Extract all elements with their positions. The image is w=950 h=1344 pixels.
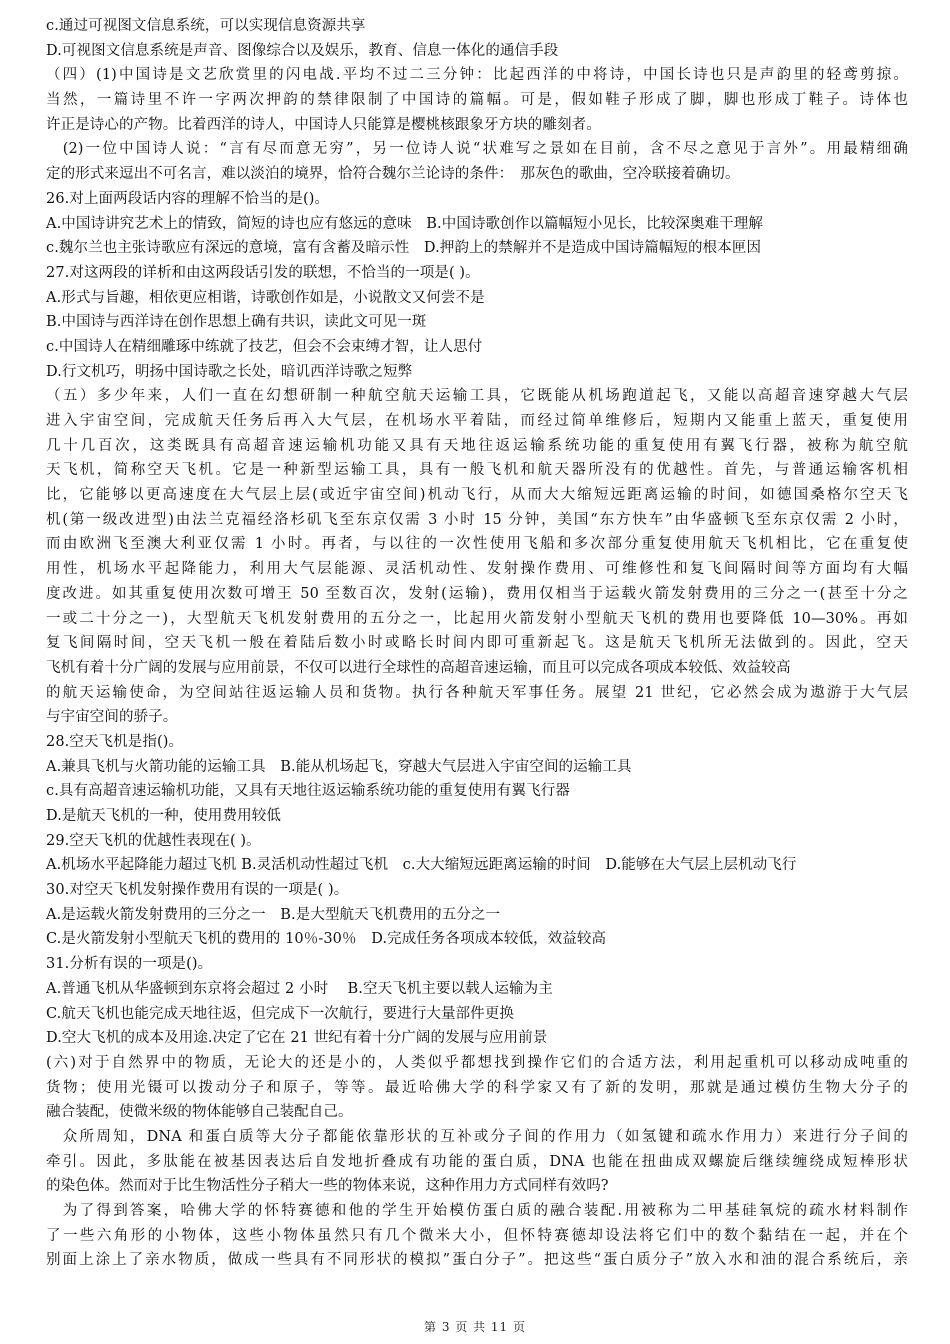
text-line: 用性，机场水平起降能力，利用大气层能源、灵活机动性、发射操作费用、可维修性和复飞间隔时间等方面均有大幅 — [46, 561, 908, 578]
text-line: 度改进。如其重复使用次数可增王 50 至数百次，发射(运输)，费用仅相当于运载火箭发射费用的三分之一(甚至十分之 — [46, 585, 908, 602]
text-line: 许正是诗心的产物。比着西洋的诗人，中国诗人只能算是樱桃核跟象牙方块的雕刻者。 — [46, 116, 601, 133]
text-line: D.空大飞机的成本及用途.决定了它在 21 世纪有着十分广阔的发展与应用前景 — [46, 1030, 548, 1047]
text-line: 天飞机，简称空天飞机。它是一种新型运输工具，具有一般飞机和航天器所没有的优越性。首先，与普通运输客机相 — [46, 462, 908, 479]
text-line: A.形式与旨趣，相依更应相谐，诗歌创作如是，小说散文又何尝不是 — [46, 289, 485, 306]
text-line: （五）多少年来，人们一直在幻想研制一种航空航天运输工具，它既能从机场跑道起飞，又能以高超音速穿越大气层 — [46, 388, 908, 405]
text-line: 为了得到答案，哈佛大学的怀特赛德和他的学生开始模仿蛋白质的融合装配.用被称为二甲基硅氧烷的疏水材料制作 — [46, 1203, 908, 1219]
text-line: A.机场水平起降能力超过飞机 B.灵活机动性超过飞机 c.大大缩短远距离运输的时间 D.能够在大气层上层机动飞行 — [46, 857, 797, 874]
text-line: 众所周知，DNA 和蛋白质等大分子都能依靠形状的互补或分子间的作用力（如氢键和疏水作用力）来进行分子间的 — [46, 1128, 908, 1145]
text-line: 而由欧洲飞至澳大利亚仅需 1 小时。再者，与以往的一次性使用飞船和多次部分重复使用航天飞机相比，它在重复使 — [46, 536, 908, 553]
text-line: 26.对上面两段话内容的理解不恰当的是()。 — [46, 190, 330, 207]
text-line: （四）(1)中国诗是文艺欣赏里的闪电战.平均不过二三分钟：比起西洋的中将诗，中国长诗也只是声韵里的轻鸢剪掠。 — [46, 67, 908, 84]
text-line: B.中国诗与西洋诗在创作思想上确有共识，读此文可见一斑 — [46, 314, 427, 331]
text-line: 与宇宙空间的骄子。 — [46, 709, 178, 726]
text-line: 一或二十分之一)，大型航天飞机发射费用的五分之一，比起用火箭发射小型航天飞机的费用也要降低 10—30%。再如 — [46, 610, 908, 627]
text-line: 了一些六角形的小物体，这些小物体虽然只有几个微米大小，但怀特赛德却设法将它们中的数个黏结在一起，并在个 — [46, 1227, 908, 1244]
text-line: c.通过可视图文信息系统，可以实现信息资源共享 — [46, 18, 366, 34]
text-line: 货物；使用光镊可以拨动分子和原子，等等。最近哈佛大学的科学家又有了新的发明，那就是通过模仿生物大分子的 — [46, 1079, 908, 1096]
page-footer: 第 3 页 共 11 页 — [424, 1320, 526, 1334]
text-line: 飞机有着十分广阔的发展与应用前景，不仅可以进行全球性的高超音速运输，而且可以完成各项成本较低、效益较高 — [46, 659, 791, 676]
text-line: C.是火箭发射小型航天飞机的费用的 10％-30％ D.完成任务各项成本较低，效益较高 — [46, 931, 607, 948]
text-line: 比，它能够以更高速度在大气层上层(或近宇宙空间)机动飞行，从而大大缩短远距离运输的时间，如德国桑格尔空天飞 — [46, 487, 908, 504]
text-line: 27.对这两段的详析和由这两段话引发的联想，不恰当的一项是( )。 — [46, 264, 480, 281]
text-line: 机(第一级改进型)由法兰克福经洛杉矶飞至东京仅需 3 小时 15 分钟，美国“东方快车”由华盛顿飞至东京仅需 2 小时， — [46, 511, 908, 528]
text-line: D.行文机巧，明扬中国诗歌之长处，暗讥西洋诗歌之短弊 — [46, 363, 413, 380]
text-line: 定的形式来逗出不可名言，难以淡泊的境界，恰符合魏尔兰论诗的条件： 那灰色的歌曲，空冷联接着确切。 — [46, 166, 740, 183]
text-line: C.航天飞机也能完成天地往返，但完成下一次航行，要进行大量部件更换 — [46, 1005, 514, 1022]
text-line: (六)对于自然界中的物质，无论大的还是小的，人类似乎都想找到操作它们的合适方法，利用起重机可以移动成吨重的 — [46, 1054, 908, 1071]
text-line: 几十几百次，这类既具有高超音速运输机功能又具有天地往返运输系统功能的重复使用有翼飞行器，被称为航空航 — [46, 437, 908, 454]
text-line: A.兼具飞机与火箭功能的运输工具 B.能从机场起飞，穿越大气层进入宇宙空间的运输工具 — [46, 758, 632, 775]
text-line: A.普通飞机从华盛顿到东京将会超过 2 小时 B.空天飞机主要以载人运输为主 — [46, 980, 553, 997]
text-line: 牵引。因此，多肽能在被基因表达后自发地折叠成有功能的蛋白质，DNA 也能在扭曲成双螺旋后继续缠绕成短棒形状 — [46, 1153, 908, 1170]
text-line: 融合装配，使微米级的物体能够自己装配自己。 — [46, 1104, 353, 1121]
document-page — [46, 14, 908, 1273]
text-line: 的染色体。然而对于比生物活性分子稍大一些的物体来说，这种作用力方式同样有效吗? — [46, 1178, 609, 1195]
text-line: 的航天运输使命，为空间站往返运输人员和货物。执行各种航天军事任务。展望 21 世纪，它必然会成为遨游于大气层 — [46, 684, 908, 701]
text-line: D.可视图文信息系统是声音、图像综合以及娱乐，教育、信息一体化的通信手段 — [46, 42, 559, 59]
text-line: c.中国诗人在精细雕琢中练就了技艺，但会不会束缚才智，让人思付 — [46, 338, 483, 355]
text-line: 31.分析有误的一项是()。 — [46, 956, 213, 973]
text-line: 复飞间隔时间，空天飞机一般在着陆后数小时或略长时间内即可重新起飞。这是航天飞机所无法做到的。因此，空天 — [46, 635, 908, 652]
text-line: c.魏尔兰也主张诗歌应有深远的意境，富有含蓄及暗示性 D.押韵上的禁解并不是造成中国诗篇幅短的根本匣因 — [46, 240, 762, 257]
text-line: 29.空天飞机的优越性表现在( )。 — [46, 832, 261, 849]
text-line: D.是航天飞机的一种，使用费用较低 — [46, 808, 281, 824]
text-line: 28.空天飞机是指()。 — [46, 733, 184, 750]
text-line: A.中国诗讲究艺术上的情致，简短的诗也应有悠远的意味 B.中国诗歌创作以篇幅短小见长，比较深奥难干理解 — [46, 215, 763, 232]
text-line: 当然，一篇诗里不许一字两次押韵的禁律限制了中国诗的篇幅。可是，假如鞋子形成了脚，脚也形成丁鞋子。诗体也 — [46, 92, 908, 109]
text-line: 30.对空天飞机发射操作费用有误的一项是( )。 — [46, 882, 349, 899]
text-line: 别面上涂上了亲水物质，做成一些具有不同形状的模拟”蛋白分子”。把这些“蛋白质分子”放入水和油的混合系统后，亲 — [46, 1252, 908, 1269]
text-line: c.具有高超音速运输机功能，又具有天地往返运输系统功能的重复使用有翼飞行器 — [46, 783, 570, 800]
text-line: A.是运载火箭发射费用的三分之一 B.是大型航天飞机费用的五分之一 — [46, 906, 501, 923]
text-line: 进入宇宙空间，完成航天任务后再入大气层，在机场水平着陆，而经过简单维修后，短期内又能重上蓝天，重复使用 — [46, 413, 908, 429]
text-line: (2)一位中国诗人说：“言有尽而意无穷”，另一位诗人说“状难写之景如在目前，含不尽之意见于言外”。用最精细确 — [46, 141, 908, 158]
